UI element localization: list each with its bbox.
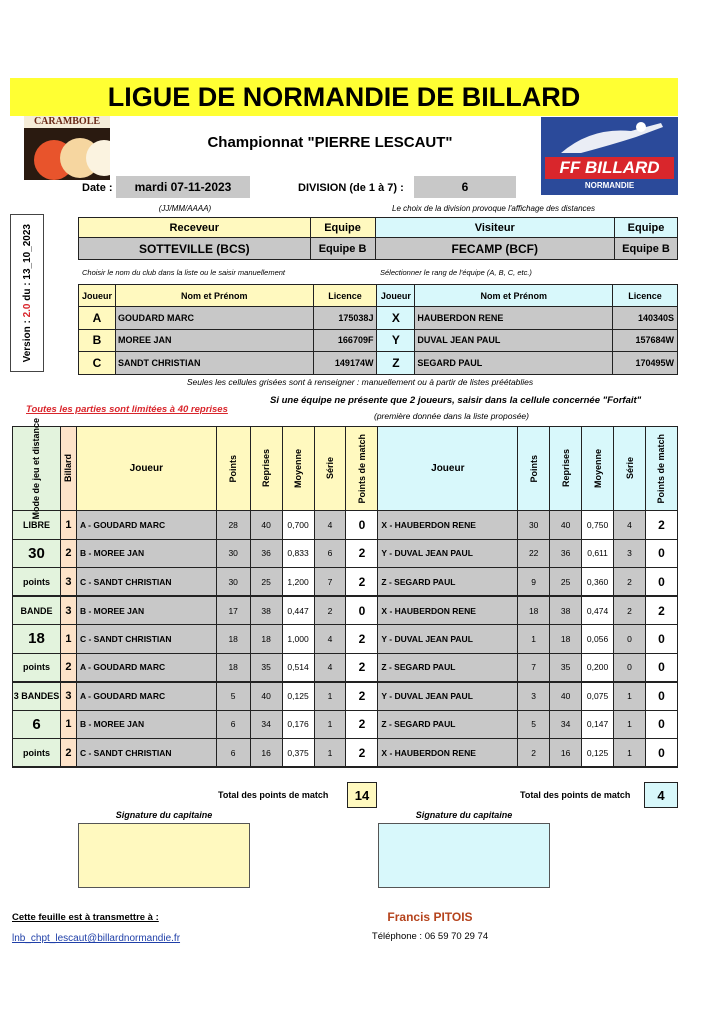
club-note: Choisir le nom du club dans la liste ou le saisir manuellement [82,268,286,277]
home-player-name[interactable]: SANDT CHRISTIAN [115,352,313,375]
away-pm-header-text: Points de match [656,433,667,504]
receveur-equipe-header: Equipe [310,218,375,238]
away-joueur-col-header: Joueur [378,427,518,511]
teams-table [78,217,678,260]
home-total-value: 14 [347,782,377,808]
away-moyenne-header [582,427,614,511]
away-signature-box[interactable] [378,823,550,888]
home-match-points: 2 [346,568,378,597]
game-stat-hp[interactable]: 30 [216,539,250,568]
game-stat-hp[interactable]: 6 [216,739,250,768]
division-note: Le choix de la division provoque l'affichage des distances [392,204,595,213]
game-stat-hm: 0,375 [282,739,314,768]
player-row [79,307,678,330]
receveur-header: Receveur [79,218,311,238]
game-stat-hr[interactable]: 18 [250,625,282,654]
home-signature-box[interactable] [78,823,250,888]
away-game-player[interactable]: X - HAUBERDON RENE [378,511,518,540]
ffb-logo [541,117,678,195]
game-stat-am: 0,360 [582,568,614,597]
contact-name: Francis PITOIS [387,910,473,924]
home-reprises-header-text: Reprises [261,449,272,488]
mode-unit: points [13,739,61,768]
billard-header-text: Billard [63,454,74,483]
away-match-points: 0 [645,682,677,711]
home-player-name[interactable]: MOREE JAN [115,329,313,352]
game-stat-hs[interactable]: 4 [314,511,346,540]
carambole-text: CARAMBOLE [24,116,110,128]
home-pm-header-text: Points de match [356,433,367,504]
game-row [13,710,678,739]
home-letter: A [79,307,116,330]
match-table [12,417,678,768]
visiteur-equipe-field[interactable]: Equipe B [615,238,678,260]
home-licence-header: Licence [313,285,377,307]
game-row [13,653,678,682]
game-stat-ap[interactable]: 22 [518,539,550,568]
game-stat-as[interactable]: 2 [614,568,646,597]
home-match-points: 2 [346,539,378,568]
away-game-player[interactable]: Z - SEGARD PAUL [378,710,518,739]
game-stat-hr[interactable]: 36 [250,539,282,568]
game-stat-hp[interactable]: 30 [216,568,250,597]
game-stat-hm: 0,447 [282,596,314,625]
game-stat-ar[interactable]: 38 [550,596,582,625]
billiard-balls-icon [24,128,110,180]
player-silhouette-icon [541,117,678,157]
home-match-points: 2 [346,710,378,739]
away-player-licence[interactable]: 170495W [613,352,678,375]
game-stat-am: 0,611 [582,539,614,568]
game-stat-am: 0,125 [582,739,614,768]
version-box [10,214,44,372]
home-signature-label: Signature du capitaine [115,810,213,820]
billard-header [60,427,76,511]
home-game-player[interactable]: A - GOUDARD MARC [76,653,216,682]
home-player-licence[interactable]: 175038J [313,307,377,330]
away-game-player[interactable]: Z - SEGARD PAUL [378,653,518,682]
game-stat-hm: 0,125 [282,682,314,711]
game-stat-hr[interactable]: 40 [250,511,282,540]
billard-number[interactable]: 2 [60,653,76,682]
away-player-licence[interactable]: 157684W [613,329,678,352]
game-stat-am: 0,075 [582,682,614,711]
game-stat-as[interactable]: 1 [614,710,646,739]
home-match-points: 2 [346,625,378,654]
game-stat-hp[interactable]: 17 [216,596,250,625]
game-row [13,739,678,768]
away-reprises-header [550,427,582,511]
receveur-equipe-field[interactable]: Equipe B [310,238,375,260]
away-match-points: 2 [645,511,677,540]
home-game-player[interactable]: C - SANDT CHRISTIAN [76,568,216,597]
away-game-player[interactable]: Y - DUVAL JEAN PAUL [378,539,518,568]
game-stat-ap[interactable]: 3 [518,682,550,711]
home-joueur-header: Joueur [79,285,116,307]
home-game-player[interactable]: B - MOREE JAN [76,596,216,625]
mode-distance: 6 [13,710,61,739]
game-stat-hm: 0,176 [282,710,314,739]
reprises-note: Toutes les parties sont limitées à 40 reprises [26,404,228,415]
game-stat-ap[interactable]: 2 [518,739,550,768]
away-nom-header: Nom et Prénom [415,285,613,307]
home-letter: B [79,329,116,352]
mode-unit: points [13,653,61,682]
away-match-points: 0 [645,568,677,597]
visiteur-equipe-header: Equipe [615,218,678,238]
game-stat-as[interactable]: 0 [614,653,646,682]
game-row [13,625,678,654]
player-row [79,352,678,375]
away-game-player[interactable]: Z - SEGARD PAUL [378,568,518,597]
player-row [79,329,678,352]
home-letter: C [79,352,116,375]
home-match-points: 2 [346,682,378,711]
away-match-points: 0 [645,625,677,654]
grey-cells-note: Seules les cellules grisées sont à renseigner : manuellement ou à partir de listes préétablies [186,377,534,387]
game-row [13,568,678,597]
game-stat-hs[interactable]: 2 [314,596,346,625]
away-letter: Z [377,352,415,375]
game-stat-ar[interactable]: 18 [550,625,582,654]
game-row [13,596,678,625]
home-match-points: 0 [346,596,378,625]
home-game-player[interactable]: C - SANDT CHRISTIAN [76,739,216,768]
home-player-licence[interactable]: 166709F [313,329,377,352]
game-stat-hp[interactable]: 6 [216,710,250,739]
contact-phone: Téléphone : 06 59 70 29 74 [371,931,489,942]
game-stat-ar[interactable]: 35 [550,653,582,682]
away-player-licence[interactable]: 140340S [613,307,678,330]
away-signature-label: Signature du capitaine [415,810,513,820]
billard-number[interactable]: 1 [60,625,76,654]
date-field[interactable]: mardi 07-11-2023 [116,176,250,198]
game-stat-ar[interactable]: 36 [550,539,582,568]
home-moyenne-header [282,427,314,511]
rang-note: Sélectionner le rang de l'équipe (A, B, C, etc.) [380,268,532,277]
mode-name: 3 BANDES [13,682,61,711]
game-stat-as[interactable]: 2 [614,596,646,625]
game-stat-hm: 1,200 [282,568,314,597]
game-stat-ap[interactable]: 5 [518,710,550,739]
away-game-player[interactable]: Y - DUVAL JEAN PAUL [378,625,518,654]
game-row [13,682,678,711]
ffb-logo-text: FF BILLARD [545,157,674,179]
game-stat-hm: 0,514 [282,653,314,682]
home-points-header [216,427,250,511]
away-total-value: 4 [644,782,678,808]
game-stat-am: 0,474 [582,596,614,625]
game-stat-am: 0,147 [582,710,614,739]
billard-number[interactable]: 2 [60,739,76,768]
match-header-row [13,427,678,511]
away-player-name[interactable]: SEGARD PAUL [415,352,613,375]
ffb-logo-subtext: NORMANDIE [584,181,635,190]
home-total-label: Total des points de match [218,790,329,800]
game-stat-ar[interactable]: 34 [550,710,582,739]
game-stat-hm: 0,833 [282,539,314,568]
mode-name: BANDE [13,596,61,625]
mode-header [13,417,61,520]
title-banner: LIGUE DE NORMANDIE DE BILLARD [10,78,678,116]
game-stat-hm: 1,000 [282,625,314,654]
away-points-header [518,427,550,511]
away-licence-header: Licence [613,285,678,307]
away-letter: Y [377,329,415,352]
mode-unit: points [13,568,61,597]
game-stat-hp[interactable]: 18 [216,625,250,654]
away-joueur-header: Joueur [377,285,415,307]
game-stat-hp[interactable]: 18 [216,653,250,682]
game-stat-hp[interactable]: 5 [216,682,250,711]
mode-header-text: Mode de jeu et distance [31,417,42,520]
home-match-points: 0 [346,511,378,540]
away-match-points: 0 [645,739,677,768]
home-player-licence[interactable]: 149174W [313,352,377,375]
away-points-header-text: Points [528,454,539,483]
game-row [13,539,678,568]
game-stat-hr[interactable]: 40 [250,682,282,711]
billard-number[interactable]: 2 [60,539,76,568]
division-field[interactable]: 6 [414,176,516,198]
game-stat-ap[interactable]: 9 [518,568,550,597]
game-stat-ar[interactable]: 40 [550,682,582,711]
game-stat-hs[interactable]: 1 [314,739,346,768]
game-stat-hr[interactable]: 35 [250,653,282,682]
away-match-points: 0 [645,710,677,739]
game-stat-ap[interactable]: 18 [518,596,550,625]
game-stat-hr[interactable]: 16 [250,739,282,768]
away-game-player[interactable]: X - HAUBERDON RENE [378,739,518,768]
mode-name: LIBRE [13,511,61,540]
away-total-label: Total des points de match [520,790,631,800]
game-stat-as[interactable]: 3 [614,539,646,568]
game-stat-hr[interactable]: 25 [250,568,282,597]
home-game-player[interactable]: A - GOUDARD MARC [76,511,216,540]
away-letter: X [377,307,415,330]
game-stat-ar[interactable]: 16 [550,739,582,768]
game-stat-ap[interactable]: 1 [518,625,550,654]
home-joueur-col-header: Joueur [76,427,216,511]
mode-distance: 30 [13,539,61,568]
transmit-label: Cette feuille est à transmettre à : [12,912,159,923]
version-text: Version : 2.0 du : 13_10_2023 [21,223,33,363]
home-game-player[interactable]: C - SANDT CHRISTIAN [76,625,216,654]
home-points-header-text: Points [228,454,239,483]
away-match-points: 2 [645,596,677,625]
away-reprises-header-text: Reprises [560,449,571,488]
home-match-points: 2 [346,739,378,768]
game-stat-hs[interactable]: 7 [314,568,346,597]
home-player-name[interactable]: GOUDARD MARC [115,307,313,330]
home-game-player[interactable]: B - MOREE JAN [76,539,216,568]
away-game-player[interactable]: Y - DUVAL JEAN PAUL [378,682,518,711]
billard-number[interactable]: 3 [60,596,76,625]
away-player-name[interactable]: DUVAL JEAN PAUL [415,329,613,352]
billard-number[interactable]: 3 [60,682,76,711]
game-stat-ap[interactable]: 7 [518,653,550,682]
date-label: Date : [82,182,113,194]
game-stat-as[interactable]: 1 [614,739,646,768]
game-stat-hs[interactable]: 1 [314,710,346,739]
away-serie-header-text: Série [624,457,635,480]
division-label: DIVISION (de 1 à 7) : [298,182,404,194]
game-stat-hs[interactable]: 6 [314,539,346,568]
game-stat-ar[interactable]: 40 [550,511,582,540]
game-stat-as[interactable]: 0 [614,625,646,654]
home-game-player[interactable]: A - GOUDARD MARC [76,682,216,711]
forfait-note-2: (première donnée dans la liste proposée) [374,411,529,421]
billard-number[interactable]: 1 [60,710,76,739]
championship-title: Championnat "PIERRE LESCAUT" [207,134,453,151]
game-stat-ar[interactable]: 25 [550,568,582,597]
carambole-logo [24,116,110,180]
home-match-points: 2 [346,653,378,682]
away-match-points: 0 [645,539,677,568]
game-stat-hs[interactable]: 4 [314,625,346,654]
home-serie-header-text: Série [325,457,336,480]
game-stat-am: 0,200 [582,653,614,682]
game-stat-hs[interactable]: 1 [314,682,346,711]
email-link[interactable]: lnb_chpt_lescaut@billardnormandie.fr [12,933,181,944]
mode-distance: 18 [13,625,61,654]
date-format-hint: (JJ/MM/AAAA) [158,204,212,213]
home-serie-header [314,427,346,511]
game-stat-am: 0,056 [582,625,614,654]
home-game-player[interactable]: B - MOREE JAN [76,710,216,739]
billard-number[interactable]: 1 [60,511,76,540]
game-stat-as[interactable]: 1 [614,682,646,711]
away-game-player[interactable]: X - HAUBERDON RENE [378,596,518,625]
players-table [78,284,678,375]
home-pm-header [346,427,378,511]
game-stat-hp[interactable]: 28 [216,511,250,540]
game-stat-am: 0,750 [582,511,614,540]
game-stat-as[interactable]: 4 [614,511,646,540]
forfait-note: Si une équipe ne présente que 2 joueurs, saisir dans la cellule concernée "Forfait" [270,395,642,406]
away-serie-header [614,427,646,511]
away-pm-header [645,427,677,511]
away-moyenne-header-text: Moyenne [592,448,603,488]
home-reprises-header [250,427,282,511]
away-match-points: 0 [645,653,677,682]
game-stat-ap[interactable]: 30 [518,511,550,540]
game-row [13,511,678,540]
away-player-name[interactable]: HAUBERDON RENE [415,307,613,330]
billard-number[interactable]: 3 [60,568,76,597]
game-stat-hs[interactable]: 4 [314,653,346,682]
visiteur-club-field[interactable]: FECAMP (BCF) [375,238,615,260]
home-nom-header: Nom et Prénom [115,285,313,307]
visiteur-header: Visiteur [375,218,615,238]
game-stat-hr[interactable]: 38 [250,596,282,625]
game-stat-hm: 0,700 [282,511,314,540]
game-stat-hr[interactable]: 34 [250,710,282,739]
receveur-club-field[interactable]: SOTTEVILLE (BCS) [79,238,311,260]
home-moyenne-header-text: Moyenne [293,448,304,488]
